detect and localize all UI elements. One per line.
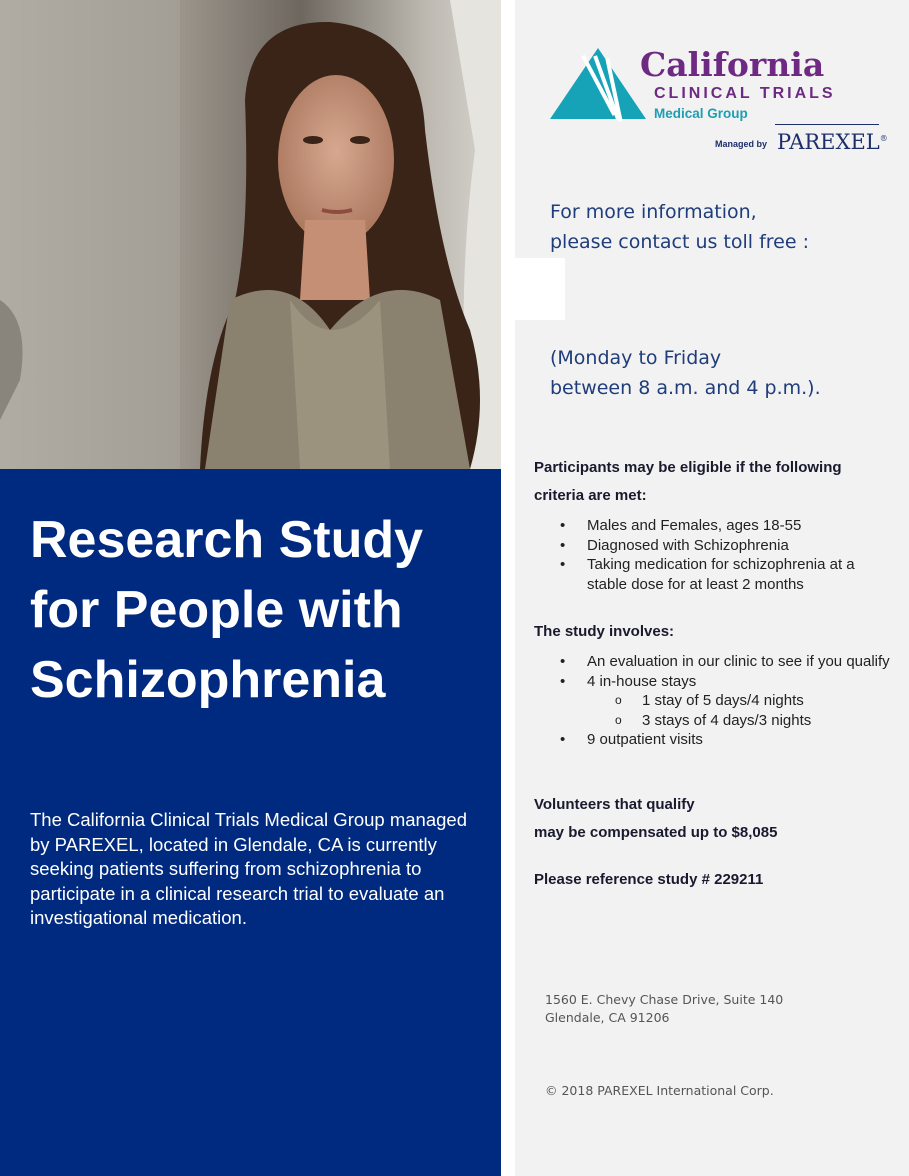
- headline-line-1: Research Study: [30, 511, 424, 569]
- sub-list-item: [615, 711, 890, 731]
- contact-hours: [550, 343, 821, 403]
- woman-portrait-image: [0, 0, 501, 469]
- triangle-logo-icon: [550, 44, 650, 124]
- logo-title: California: [640, 45, 825, 84]
- headline-line-3: Schizophrenia: [30, 651, 386, 709]
- headline-line-2: for People with: [30, 581, 403, 639]
- study-list: [560, 652, 890, 750]
- sub-list-item: [615, 691, 890, 711]
- sub-bullet: o: [615, 693, 622, 707]
- contact-info: [550, 197, 809, 257]
- address: [545, 991, 783, 1027]
- bullet: •: [560, 672, 566, 690]
- hours-line-2: between 8 a.m. and 4 p.m.).: [550, 377, 821, 399]
- bullet: •: [560, 731, 566, 748]
- eligibility-heading-1: Participants may be eligible if the following: [534, 459, 842, 476]
- address-city: Glendale, CA 91206: [545, 1010, 670, 1025]
- list-item: [560, 555, 890, 594]
- sub-list: [587, 691, 890, 730]
- list-item: [560, 652, 890, 672]
- sub-item-text: 1 stay of 5 days/4 nights: [642, 692, 804, 709]
- study-item-text: 9 outpatient visits: [587, 731, 703, 748]
- bullet: •: [560, 517, 566, 534]
- address-street: 1560 E. Chevy Chase Drive, Suite 140: [545, 992, 784, 1007]
- compensation: [534, 791, 777, 847]
- registered-mark: ®: [879, 134, 888, 143]
- parexel-wordmark: PAREXEL: [777, 130, 880, 154]
- list-item: [560, 730, 890, 750]
- compensation-line-1: Volunteers that qualify: [534, 796, 695, 813]
- logo-medical-group: Medical Group: [654, 106, 748, 121]
- eligibility-heading-2: criteria are met:: [534, 487, 647, 504]
- logo-managed-by: Managed by: [715, 139, 768, 149]
- contact-line-1: For more information,: [550, 201, 757, 223]
- eligibility-item-text: Diagnosed with Schizophrenia: [587, 536, 789, 554]
- sub-bullet: o: [615, 712, 622, 727]
- phone-placeholder-box: [515, 258, 565, 320]
- study-item-text: An evaluation in our clinic to see if you qualify: [587, 653, 890, 670]
- logo-parexel: [777, 126, 888, 155]
- list-item: [560, 516, 890, 536]
- hours-line-1: (Monday to Friday: [550, 347, 722, 369]
- contact-line-2: please contact us toll free :: [550, 231, 809, 253]
- eligibility-item-text: Taking medication for schizophrenia at a stable dose for at least 2 months: [587, 556, 855, 593]
- copyright: © 2018 PAREXEL International Corp.: [545, 1083, 774, 1098]
- list-item: [560, 536, 890, 556]
- bullet: •: [560, 556, 566, 573]
- bullet: •: [560, 536, 566, 554]
- list-item: [560, 672, 890, 731]
- company-logo: [550, 44, 890, 156]
- eligibility-item-text: Males and Females, ages 18-55: [587, 517, 802, 534]
- intro-paragraph: The California Clinical Trials Medical Group managed by PAREXEL, located in Glendale, CA is currently seeking patients suffering from schizophrenia to participate in a clinical research trial to evaluate an investigational medication.: [30, 809, 467, 928]
- sub-item-text: 3 stays of 4 days/3 nights: [642, 711, 812, 729]
- compensation-line-2: may be compensated up to $8,085: [534, 824, 778, 841]
- study-heading: The study involves:: [534, 623, 675, 640]
- study-reference: Please reference study # 229211: [534, 871, 764, 888]
- logo-subtitle: CLINICAL TRIALS: [654, 85, 836, 102]
- logo-divider: [775, 124, 879, 125]
- eligibility-list: [560, 516, 890, 594]
- study-item-text: 4 in-house stays: [587, 672, 697, 690]
- eligibility-heading: [534, 454, 842, 510]
- headline: [30, 505, 490, 715]
- bullet: •: [560, 653, 566, 670]
- hero-photo: [0, 0, 501, 469]
